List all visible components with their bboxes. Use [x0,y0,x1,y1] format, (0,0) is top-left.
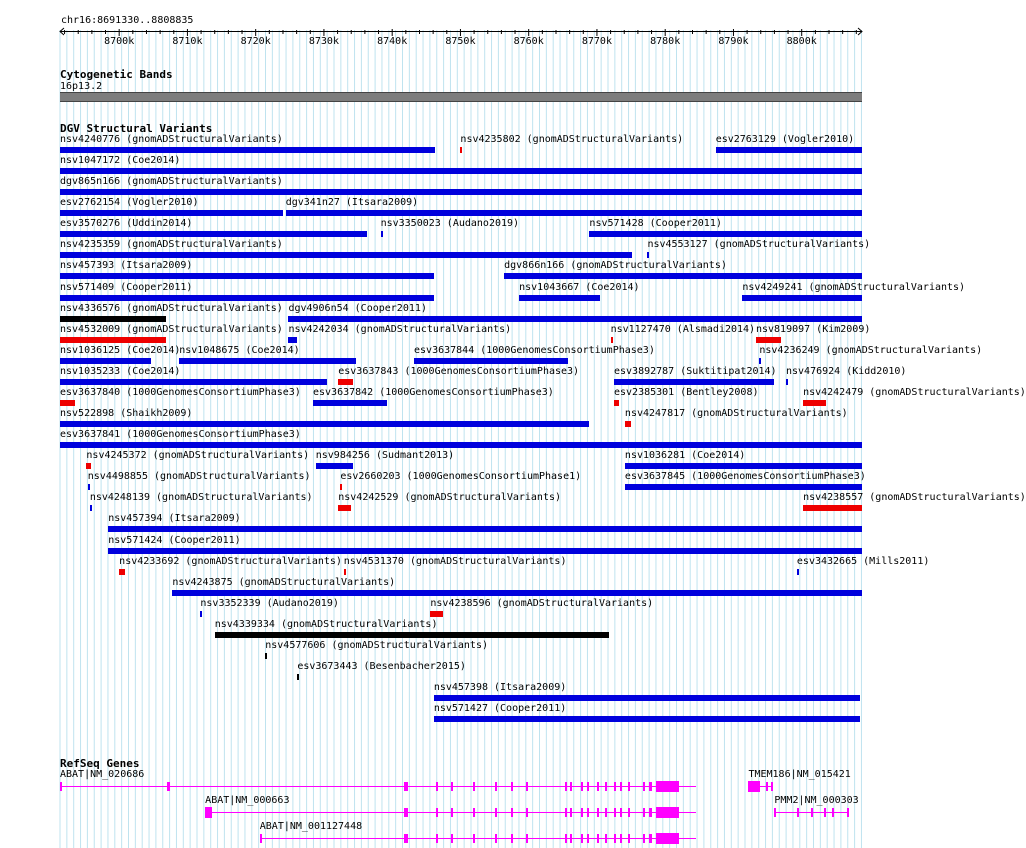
variant-bar[interactable] [430,611,443,617]
variant-bar[interactable] [611,337,613,343]
variant-bar[interactable] [60,273,434,279]
refseq-track-title: RefSeq Genes [60,757,140,770]
ruler-tick-label: 8740k [377,36,408,47]
variant-bar[interactable] [797,569,799,575]
variant-bar[interactable] [589,231,862,237]
gene-exon[interactable] [614,834,616,843]
gene-exon[interactable] [620,834,622,843]
gene-intron-line[interactable] [60,786,696,787]
gene-exon[interactable] [649,782,651,791]
variant-label[interactable]: esv2763129 (Vogler2010) [715,134,855,145]
ruler-tick-label: 8800k [786,36,817,47]
gene-exon[interactable] [847,808,849,817]
ruler-tick-label: 8720k [240,36,271,47]
variant-label[interactable]: nsv571428 (Cooper2011) [589,218,722,230]
variant-label[interactable]: dgv341n27 (Itsara2009) [285,197,419,209]
variant-bar[interactable] [434,695,860,701]
gene-exon[interactable] [565,782,567,791]
gene-label[interactable]: ABAT|NM_000663 [205,795,290,806]
variant-label[interactable]: nsv1043667 (Coe2014) [519,281,640,293]
gene-exon[interactable] [748,781,760,792]
variant-label[interactable]: nsv4577606 (gnomADStructuralVariants) [265,639,488,651]
variant-label[interactable]: nsv1035233 (Coe2014) [60,365,181,377]
variant-label[interactable]: nsv3350023 (Audano2019) [380,218,520,230]
gene-exon[interactable] [511,782,513,791]
variant-bar[interactable] [60,442,862,448]
variant-label[interactable]: nsv4248139 (gnomADStructuralVariants) [89,492,313,504]
variant-bar[interactable] [86,463,90,469]
variant-bar[interactable] [108,548,862,554]
gene-exon[interactable] [581,782,583,791]
gene-exon[interactable] [771,782,773,791]
variant-bar[interactable] [338,505,351,511]
variant-bar[interactable] [756,337,781,343]
gene-exon[interactable] [451,808,453,817]
variant-bar[interactable] [108,526,862,532]
variant-label[interactable]: nsv4532009 (gnomADStructuralVariants) [60,323,283,335]
variant-label[interactable]: nsv984256 (Sudmant2013) [315,450,455,462]
variant-label[interactable]: nsv457398 (Itsara2009) [433,682,567,694]
gene-exon[interactable] [643,808,645,817]
variant-bar[interactable] [786,379,788,385]
variant-label[interactable]: esv3892787 (Suktitipat2014) [614,365,777,377]
variant-label[interactable]: esv3570276 (Uddin2014) [60,218,193,230]
gene-exon[interactable] [495,834,497,843]
ruler-tick-label: 8700k [104,36,135,47]
ruler-tick-label: 8760k [513,36,544,47]
gene-exon[interactable] [587,808,589,817]
variant-label[interactable]: esv3432665 (Mills2011) [796,555,930,567]
variant-bar[interactable] [172,590,862,596]
variant-bar[interactable] [381,231,383,237]
variant-label[interactable]: esv3637840 (1000GenomesConsortiumPhase3) [60,386,301,398]
gene-exon[interactable] [526,808,528,817]
variant-label[interactable]: dgv865n166 (gnomADStructuralVariants) [60,176,283,188]
variant-bar[interactable] [504,273,862,279]
gene-exon[interactable] [620,808,622,817]
variant-label[interactable]: nsv4249241 (gnomADStructuralVariants) [742,281,966,293]
variant-label[interactable]: esv3673443 (Besenbacher2015) [297,661,466,672]
gene-exon[interactable] [570,834,572,843]
variant-bar[interactable] [614,379,774,385]
variant-bar[interactable] [60,252,632,258]
gene-exon[interactable] [526,782,528,791]
variant-label[interactable]: esv2385301 (Bentley2008) [614,386,759,398]
variant-bar[interactable] [60,231,367,237]
variant-label[interactable]: nsv4531370 (gnomADStructuralVariants) [343,555,567,567]
variant-bar[interactable] [60,210,283,216]
gene-exon[interactable] [526,834,528,843]
variant-label[interactable]: nsv4236249 (gnomADStructuralVariants) [759,344,983,356]
gene-exon[interactable] [581,834,583,843]
cytoband-track-title: Cytogenetic Bands [60,68,173,81]
ruler-axis [0,0,890,60]
ruler-tick-label: 8710k [172,36,203,47]
variant-label[interactable]: nsv4339334 (gnomADStructuralVariants) [214,618,438,630]
variant-label[interactable]: nsv4235359 (gnomADStructuralVariants) [60,239,283,251]
gene-exon[interactable] [656,807,679,818]
variant-label[interactable]: nsv4247817 (gnomADStructuralVariants) [624,408,848,420]
gene-exon[interactable] [824,808,826,817]
variant-label[interactable]: nsv4336576 (gnomADStructuralVariants) [60,302,283,314]
variant-bar[interactable] [803,400,826,406]
variant-label[interactable]: esv2660203 (1000GenomesConsortiumPhase1) [340,471,582,483]
variant-bar[interactable] [265,653,267,659]
gene-exon[interactable] [404,834,407,843]
variant-bar[interactable] [414,358,568,364]
variant-label[interactable]: nsv4498855 (gnomADStructuralVariants) [87,471,311,483]
variant-label[interactable]: nsv4238596 (gnomADStructuralVariants) [430,597,654,609]
variant-bar[interactable] [338,379,352,385]
variant-label[interactable]: dgv866n166 (gnomADStructuralVariants) [504,260,727,272]
ruler-tick-label: 8750k [445,36,476,47]
ruler-tick-label: 8730k [308,36,339,47]
variant-bar[interactable] [519,295,600,301]
gene-exon[interactable] [451,834,453,843]
variant-bar[interactable] [60,358,151,364]
variant-label[interactable]: nsv4242529 (gnomADStructuralVariants) [338,492,562,504]
gene-exon[interactable] [511,808,513,817]
variant-bar[interactable] [288,337,297,343]
variant-label[interactable]: nsv4242034 (gnomADStructuralVariants) [288,323,512,335]
variant-bar[interactable] [434,716,860,722]
gene-exon[interactable] [774,808,776,817]
variant-label[interactable]: nsv522898 (Shaikh2009) [60,408,193,420]
variant-bar[interactable] [60,295,434,301]
variant-bar[interactable] [60,400,75,406]
gene-exon[interactable] [628,782,630,791]
variant-bar[interactable] [460,147,462,153]
gene-exon[interactable] [565,808,567,817]
variant-label[interactable]: nsv571427 (Cooper2011) [433,703,567,715]
gene-exon[interactable] [766,782,768,791]
gene-exon[interactable] [643,834,645,843]
variant-bar[interactable] [344,569,346,575]
region-label: chr16:8691330..8808835 [61,15,194,26]
variant-bar[interactable] [60,337,166,343]
variant-label[interactable]: nsv4245372 (gnomADStructuralVariants) [86,450,310,462]
variant-bar[interactable] [313,400,387,406]
variant-label[interactable]: esv3637843 (1000GenomesConsortiumPhase3) [338,365,580,377]
gene-exon[interactable] [570,808,572,817]
variant-label[interactable]: nsv4235802 (gnomADStructuralVariants) [460,134,684,145]
cytoband-bar[interactable] [60,92,862,102]
gene-exon[interactable] [597,834,599,843]
variant-label[interactable]: nsv4238557 (gnomADStructuralVariants) [803,492,1026,504]
gene-exon[interactable] [581,808,583,817]
gene-exon[interactable] [205,807,212,818]
gene-exon[interactable] [620,782,622,791]
gene-exon[interactable] [628,808,630,817]
gene-exon[interactable] [656,833,679,844]
variant-bar[interactable] [316,463,353,469]
variant-label[interactable]: nsv1036281 (Coe2014) [624,450,746,462]
gene-exon[interactable] [260,834,262,843]
variant-bar[interactable] [759,358,761,364]
variant-bar[interactable] [60,147,435,153]
variant-bar[interactable] [215,632,609,638]
variant-label[interactable]: nsv4553127 (gnomADStructuralVariants) [647,239,871,251]
variant-bar[interactable] [340,484,342,490]
variant-bar[interactable] [297,674,299,680]
ruler-tick-label: 8770k [581,36,612,47]
variant-label[interactable]: nsv1047172 (Coe2014) [60,155,181,167]
gene-exon[interactable] [570,782,572,791]
variant-label[interactable]: nsv457393 (Itsara2009) [60,260,193,272]
variant-bar[interactable] [60,189,862,195]
gene-label[interactable]: ABAT|NM_020686 [60,769,145,780]
variant-bar[interactable] [716,147,862,153]
gene-exon[interactable] [605,834,607,843]
gene-exon[interactable] [473,834,475,843]
gene-exon[interactable] [597,782,599,791]
gene-exon[interactable] [614,782,616,791]
dgv-track-title: DGV Structural Variants [60,122,213,135]
gene-exon[interactable] [649,834,651,843]
gene-exon[interactable] [436,834,438,843]
gene-exon[interactable] [404,782,407,791]
gene-exon[interactable] [511,834,513,843]
gene-exon[interactable] [628,834,630,843]
variant-label[interactable]: nsv476924 (Kidd2010) [786,365,907,377]
gene-exon[interactable] [797,808,799,817]
gene-exon[interactable] [587,782,589,791]
variant-bar[interactable] [88,484,90,490]
variant-bar[interactable] [288,316,862,322]
gene-exon[interactable] [605,808,607,817]
variant-bar[interactable] [60,379,327,385]
variant-bar[interactable] [742,295,862,301]
variant-label[interactable]: nsv3352339 (Audano2019) [200,597,339,609]
cytoband-label: 16p13.2 [60,81,103,92]
ruler-tick-label: 8790k [718,36,749,47]
gene-exon[interactable] [404,808,407,817]
variant-label[interactable]: nsv1036125 (Coe2014) [60,344,181,356]
gene-exon[interactable] [597,808,599,817]
variant-label[interactable]: esv3637842 (1000GenomesConsortiumPhase3) [313,386,554,398]
gene-exon[interactable] [649,808,651,817]
gene-exon[interactable] [614,808,616,817]
gene-exon[interactable] [832,808,834,817]
gene-label[interactable]: TMEM186|NM_015421 [748,769,851,780]
variant-bar[interactable] [90,505,92,511]
variant-bar[interactable] [625,484,862,490]
variant-label[interactable]: nsv571424 (Cooper2011) [108,534,241,546]
variant-bar[interactable] [625,463,862,469]
gene-label[interactable]: PMM2|NM_000303 [774,795,859,806]
variant-label[interactable]: nsv1048675 (Coe2014) [179,344,300,356]
variant-bar[interactable] [614,400,619,406]
variant-label[interactable]: nsv4242479 (gnomADStructuralVariants) [803,386,1026,398]
gene-exon[interactable] [643,782,645,791]
gene-exon[interactable] [436,808,438,817]
variant-label[interactable]: esv2762154 (Vogler2010) [60,197,199,209]
gene-exon[interactable] [436,782,438,791]
variant-bar[interactable] [803,505,862,511]
gene-exon[interactable] [587,834,589,843]
ruler-tick-label: 8780k [650,36,681,47]
variant-bar[interactable] [286,210,862,216]
variant-bar[interactable] [60,316,166,322]
variant-label[interactable]: esv3637844 (1000GenomesConsortiumPhase3) [414,344,655,356]
gene-exon[interactable] [605,782,607,791]
gene-exon[interactable] [495,808,497,817]
gene-intron-line[interactable] [260,838,696,839]
variant-label[interactable]: nsv571409 (Cooper2011) [60,281,193,293]
variant-bar[interactable] [200,611,202,617]
gene-exon[interactable] [167,782,170,791]
variant-bar[interactable] [119,569,125,575]
gene-exon[interactable] [473,782,475,791]
gene-exon[interactable] [656,781,679,792]
variant-label[interactable]: esv3637845 (1000GenomesConsortiumPhase3) [624,471,866,483]
gene-exon[interactable] [565,834,567,843]
gene-exon[interactable] [473,808,475,817]
variant-label[interactable]: nsv457394 (Itsara2009) [108,513,241,525]
variant-bar[interactable] [179,358,356,364]
variant-label[interactable]: nsv4233692 (gnomADStructuralVariants) [119,555,342,567]
variant-label[interactable]: nsv4243875 (gnomADStructuralVariants) [172,576,396,588]
variant-label[interactable]: nsv1127470 (Alsmadi2014) [610,323,756,335]
variant-bar[interactable] [625,421,631,427]
variant-label[interactable]: nsv4240776 (gnomADStructuralVariants) [60,134,283,145]
variant-label[interactable]: nsv819097 (Kim2009) [755,323,871,335]
variant-bar[interactable] [60,421,589,427]
gene-label[interactable]: ABAT|NM_001127448 [259,821,363,832]
gene-exon[interactable] [451,782,453,791]
variant-bar[interactable] [647,252,649,258]
gene-exon[interactable] [60,782,62,791]
variant-bar[interactable] [60,168,862,174]
gene-exon[interactable] [811,808,813,817]
gene-exon[interactable] [495,782,497,791]
variant-label[interactable]: esv3637841 (1000GenomesConsortiumPhase3) [60,429,301,441]
variant-label[interactable]: dgv4906n54 (Cooper2011) [288,302,427,314]
